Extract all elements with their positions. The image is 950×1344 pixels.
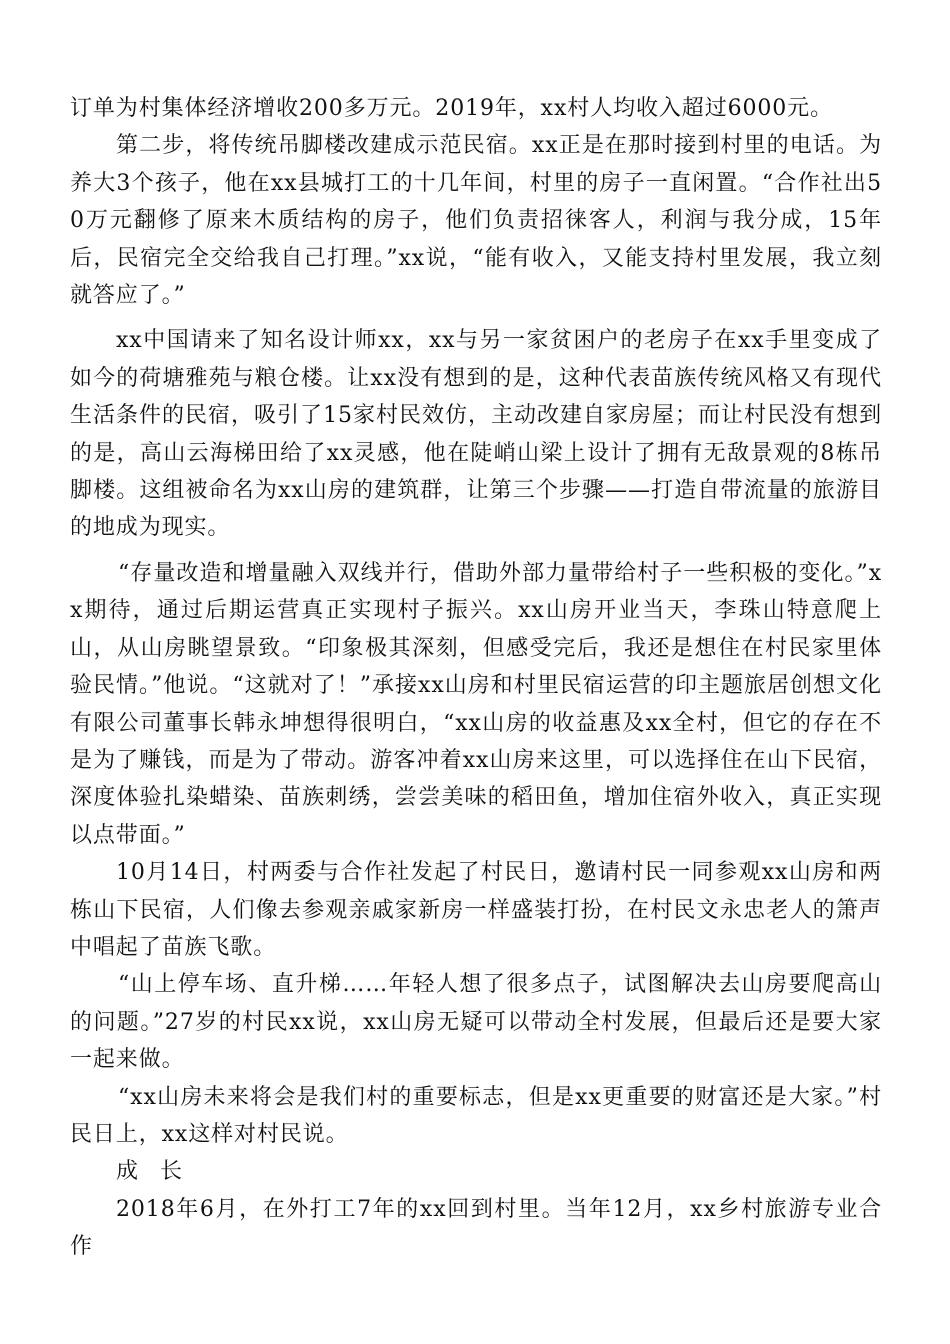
paragraph-young-people: “山上停车场、直升梯……年轻人想了很多点子，试图解决去山房要爬高山的问题。”27岁的村民xx说，xx山房无疑可以带动全村发展，但最后还是要大家一起来做。 (70, 972, 882, 1073)
heading-char-2: 长 (160, 1159, 183, 1185)
paragraph-village-day: 10月14日，村两委与合作社发起了村民日，邀请村民一同参观xx山房和两栋山下民宿，人们像去参观亲戚家新房一样盛装打扮，在村民文永忠老人的箫声中唱起了苗族飞歌。 (70, 860, 882, 960)
paragraph-step-two: 第二步，将传统吊脚楼改建成示范民宿。xx正是在那时接到村里的电话。为养大3个孩子，他在xx县城打工的十几年间，村里的房子一直闲置。“合作社出50万元翻修了原来木质结构的房子，他们负责招徕客人，利润与我分成，15年后，民宿完全交给我自己打理。”xx说，“能有收入，又能支持村里发展，我立刻就答应了。” (70, 133, 882, 309)
paragraph-operation: “存量改造和增量融入双线并行，借助外部力量带给村子一些积极的变化。”xx期待，通过后期运营真正实现村子振兴。xx山房开业当天，李珠山特意爬上山，从山房眺望景致。“印象极其深刻，但感受完后，我还是想住在村民家里体验民情。”他说。“这就对了！”承接xx山房和村里民宿运营的印主题旅居创想文化有限公司董事长韩永坤想得很明白，“xx山房的收益惠及xx全村，但它的存在不是为了赚钱，而是为了带动。游客冲着xx山房来这里，可以选择住在山下民宿，深度体验扎染蜡染、苗族刺绣，尝尝美味的稻田鱼，增加住宿外收入，真正实现以点带面。” (70, 560, 882, 848)
paragraph-growth: 2018年6月，在外打工7年的xx回到村里。当年12月，xx乡村旅游专业合作 (70, 1196, 882, 1260)
heading-char-1: 成 (116, 1159, 139, 1185)
document-page (70, 90, 882, 1266)
paragraph-landmark: “xx山房未来将会是我们村的重要标志，但是xx更重要的财富还是大家。”村民日上，xx这样对村民说。 (70, 1084, 882, 1147)
paragraph-continuation: 订单为村集体经济增收200多万元。2019年，xx村人均收入超过6000元。 (70, 96, 833, 121)
paragraph-designer: xx中国请来了知名设计师xx，xx与另一家贫困户的老房子在xx手里变成了如今的荷塘雅苑与粮仓楼。让xx没有想到的是，这种代表苗族传统风格又有现代生活条件的民宿，吸引了15家村民效仿，主动改建自家房屋；而让村民没有想到的是，高山云海梯田给了xx灵感，他在陡峭山梁上设计了拥有无敌景观的8栋吊脚楼。这组被命名为xx山房的建筑群，让第三个步骤——打造自带流量的旅游目的地成为现实。 (70, 328, 882, 541)
section-heading (70, 1153, 882, 1190)
